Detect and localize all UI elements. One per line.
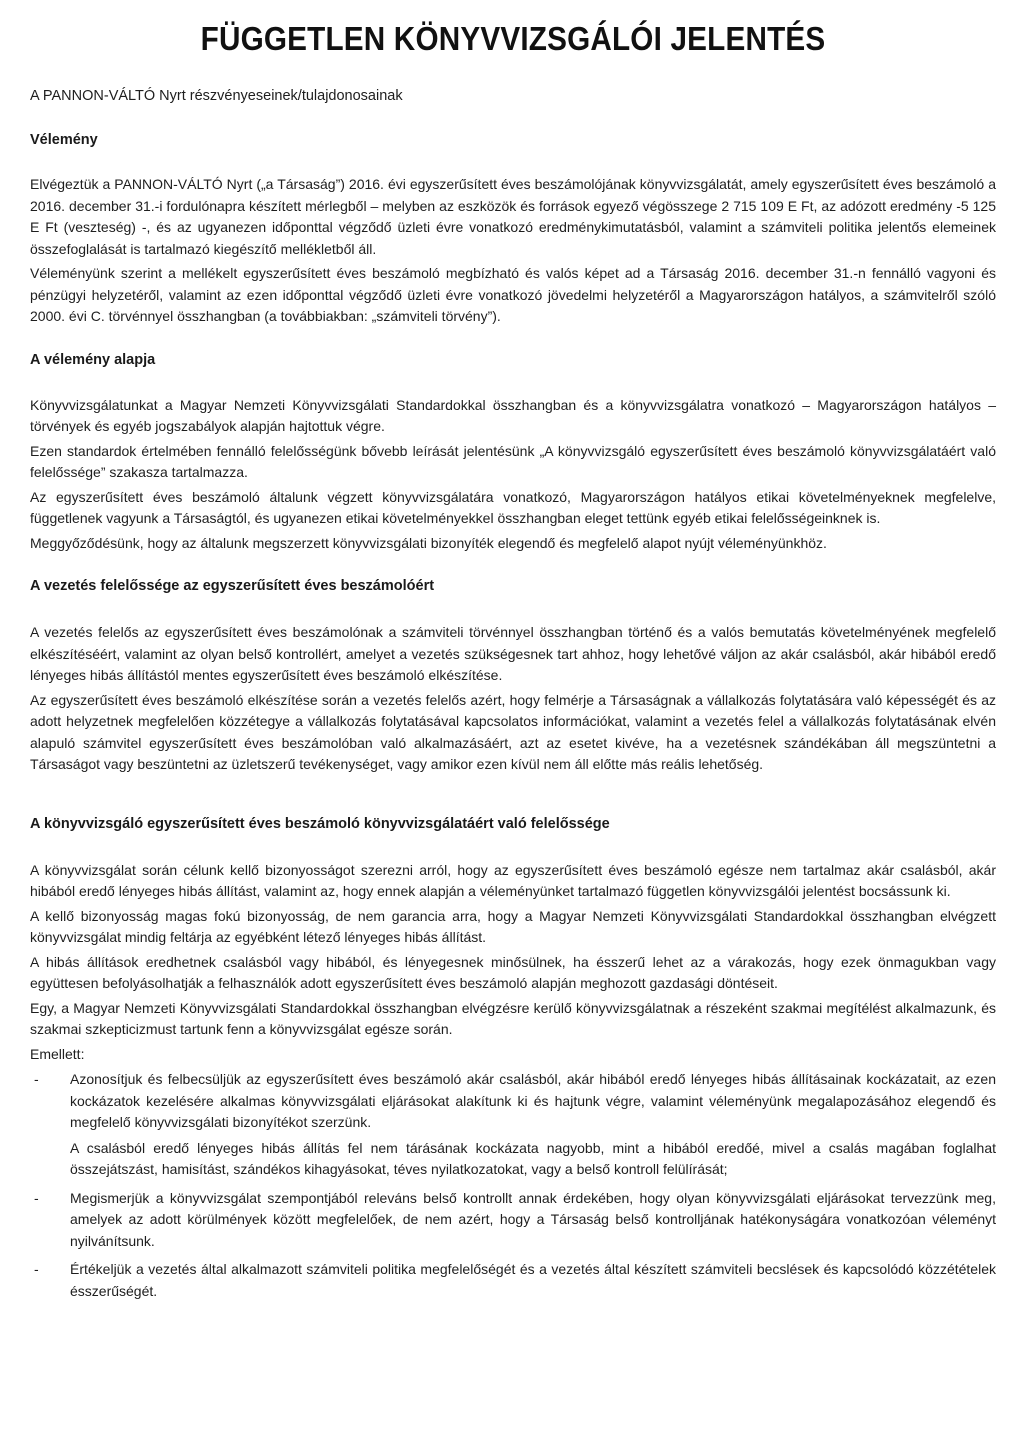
dash-bullet: - xyxy=(34,1261,39,1277)
paragraph: Véleményünk szerint a mellékelt egyszerűsített éves beszámoló megbízható és valós képet ad a Társaság 2016. december 31.-n fennálló vagyoni és pénzügyi helyzetéről, valamint az ezen időponttal végződő üzleti évre vonatkozó jövedelmi helyzetéről a Magyarországon hatályos, a számvitelről szóló 2000. évi C. törvénnyel összhangban (a továbbiakban: „számviteli törvény”). xyxy=(30,265,996,324)
addressee-line: A PANNON-VÁLTÓ Nyrt részvényeseinek/tulajdonosainak xyxy=(30,88,403,104)
list-item-text: Azonosítjuk és felbecsüljük az egyszerűsített éves beszámoló akár csalásból, akár hibából eredő lényeges hibás állításainak kockázatait, az ezen kockázatok kezelésére alkalmas könyvvizsgálati eljárásokat alakítunk ki és hajtunk végre, valamint véleményünk megalapozásához elegendő és megfelelő könyvvizsgálati bizonyítékot szerzünk. xyxy=(70,1071,996,1130)
page-title: FÜGGETLEN KÖNYVVIZSGÁLÓI JELENTÉS xyxy=(200,20,826,57)
list-item xyxy=(30,1069,996,1181)
list-item-text: Megismerjük a könyvvizsgálat szempontjából releváns belső kontrollt annak érdekében, hogy olyan könyvvizsgálati eljárásokat tervezzünk meg, amelyek az adott körülmények között megfelelőek, de nem azért, hogy a Társaság belső kontrolljának hatékonyságára vonatkozóan véleményt nyilvánítsunk. xyxy=(70,1189,996,1249)
paragraph: A kellő bizonyosság magas fokú bizonyosság, de nem garancia arra, hogy a Magyar Nemzeti Könyvvizsgálati Standardokkal összhangban elvégzett könyvvizsgálat mindig feltárja az egyébként létező lényeges hibás állítást. xyxy=(30,907,996,945)
section-heading: A vezetés felelőssége az egyszerűsített éves beszámolóért xyxy=(30,578,435,594)
section-heading: A könyvvizsgáló egyszerűsített éves beszámoló könyvvizsgálatáért való felelőssége xyxy=(30,815,610,832)
section-basis-for-opinion xyxy=(30,352,996,555)
section-opinion xyxy=(30,132,996,328)
bullet-list xyxy=(30,1069,996,1302)
list-item xyxy=(30,1188,996,1253)
section-management-responsibility xyxy=(30,578,996,776)
paragraph: Meggyőződésünk, hogy az általunk megszerzett könyvvizsgálati bizonyíték elegendő és megfelelő alapot nyújt véleményünkhöz. xyxy=(30,534,827,551)
paragraph: Az egyszerűsített éves beszámoló általunk végzett könyvvizsgálatára vonatkozó, Magyarországon hatályos etikai követelményeknek megfelelve, függetlenek vagyunk a Társaságtól, és ugyanezen etikai követelményekkel összhangban eleget tettünk egyéb etikai felelősségeinknek is. xyxy=(30,488,996,526)
paragraph: Könyvvizsgálatunkat a Magyar Nemzeti Könyvvizsgálati Standardokkal összhangban és a könyvvizsgálatra vonatkozó – Magyarországon hatályos – törvények és egyéb jogszabályok alapján hajtottuk végre. xyxy=(30,396,996,434)
dash-bullet: - xyxy=(34,1189,39,1206)
list-item xyxy=(30,1259,996,1302)
paragraph: Ezen standardok értelmében fennálló felelősségünk bővebb leírását jelentésünk „A könyvvizsgáló egyszerűsített éves beszámoló könyvvizsgálatáért való felelőssége” szakasza tartalmazza. xyxy=(30,442,996,480)
paragraph: A könyvvizsgálat során célunk kellő bizonyosságot szerezni arról, hogy az egyszerűsített éves beszámoló egésze nem tartalmaz akár csalásból, akár hibából eredő lényeges hibás állítást, valamint az, hogy ennek alapján a véleményünket tartalmazó független könyvvizsgálói jelentést bocsássunk ki. xyxy=(30,861,996,899)
dash-bullet: - xyxy=(34,1071,39,1087)
section-auditor-responsibility xyxy=(30,816,996,1303)
list-lead: Emellett: xyxy=(30,1045,85,1062)
paragraph: A vezetés felelős az egyszerűsített éves beszámolónak a számviteli törvénnyel összhangban történő és a valós bemutatás követelményének megfelelő elkészítéséért, valamint az olyan belső kontrollért, amelyet a vezetés szükségesnek tart ahhoz, hogy lehetővé váljon az akár csalásból, akár hibából eredő lényeges hibás állítástól mentes egyszerűsített éves beszámoló elkészítése. xyxy=(30,624,996,683)
paragraph: Elvégeztük a PANNON-VÁLTÓ Nyrt („a Társaság”) 2016. évi egyszerűsített éves beszámolójának könyvvizsgálatát, amely egyszerűsített éves beszámoló a 2016. december 31.-i fordulónapra készített mérlegből – melyben az eszközök és források egyező végösszege 2 715 109 E Ft, az adózott eredmény -5 125 E Ft (veszteség) -, és az ugyanezen időponttal végződő üzleti évre vonatkozó eredménykimutatásból, valamint a számviteli politika jelentős elemeinek összefoglalását is tartalmazó kiegészítő mellékletből áll. xyxy=(30,176,996,257)
paragraph: Egy, a Magyar Nemzeti Könyvvizsgálati Standardokkal összhangban elvégzésre kerülő könyvvizsgálatnak a részeként szakmai megítélést alkalmazunk, és szakmai szkepticizmust tartunk fenn a könyvvizsgálat egésze során. xyxy=(30,999,996,1037)
section-heading: Vélemény xyxy=(30,132,98,148)
paragraph: A hibás állítások eredhetnek csalásból vagy hibából, és lényegesnek minősülnek, ha ésszerű lehet az a várakozás, hogy ezek önmagukban vagy együttesen befolyásolhatják a felhasználók adott egyszerűsített éves beszámoló alapján meghozott gazdasági döntéseit. xyxy=(30,953,996,991)
paragraph: Az egyszerűsített éves beszámoló elkészítése során a vezetés felelős azért, hogy felmérje a Társaságnak a vállalkozás folytatására való képességét és az adott helyzetnek megfelelően közzétegye a vállalkozás folytatásával kapcsolatos információkat, valamint a vezetés felel a vállalkozás folytatásának elvén alapuló számvitel egyszerűsített éves beszámolóban való alkalmazásáért, azt az esetet kivéve, ha a vezetésnek szándékában áll megszüntetni a Társaságot vagy beszüntetni az üzletszerű tevékenységet, vagy amikor ezen kívül nem áll előtte más reális lehetőség. xyxy=(30,691,996,772)
section-heading: A vélemény alapja xyxy=(30,351,156,368)
list-item-subtext: A csalásból eredő lényeges hibás állítás fel nem tárásának kockázata nagyobb, mint a hibából eredőé, mivel a csalás magában foglalhat összejátszást, hamisítást, szándékos kihagyásokat, téves nyilatkozatokat, vagy a belső kontroll felülírását; xyxy=(70,1139,996,1177)
list-item-text: Értékeljük a vezetés által alkalmazott számviteli politika megfelelőségét és a vezetés által készített számviteli becslések és kapcsolódó közzétételek ésszerűségét. xyxy=(70,1261,996,1299)
